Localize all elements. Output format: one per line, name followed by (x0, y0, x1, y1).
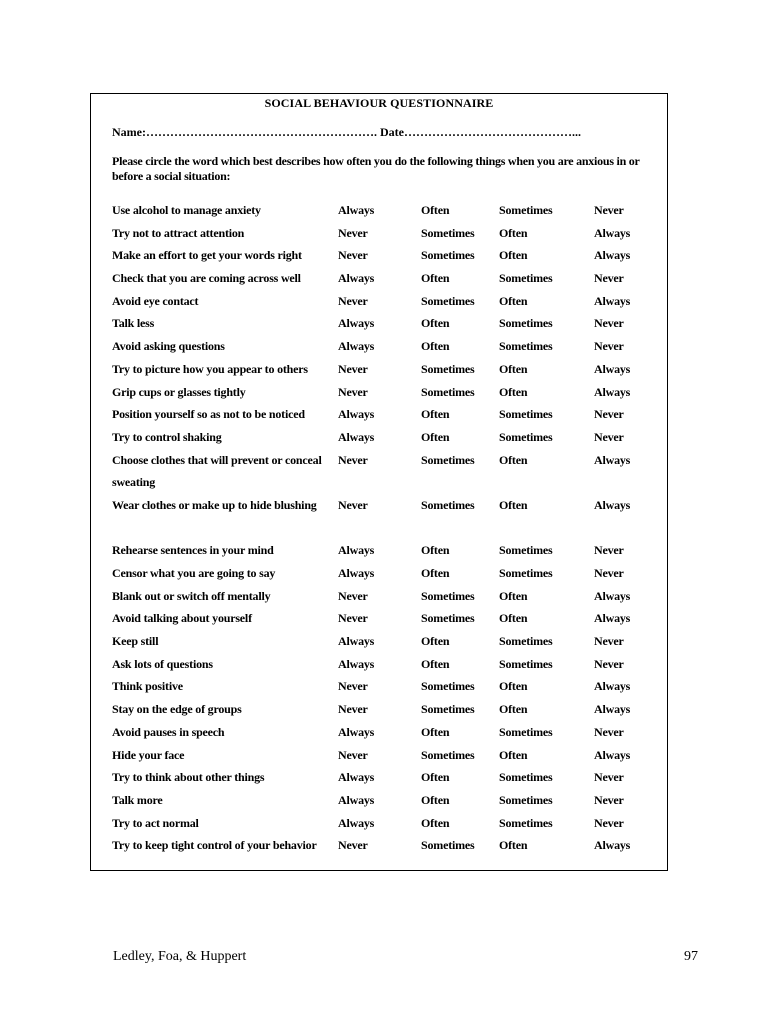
answer-option[interactable]: Often (499, 679, 528, 694)
answer-option[interactable]: Often (499, 452, 528, 467)
question-row (91, 789, 669, 812)
answer-option[interactable]: Often (421, 407, 450, 422)
answer-option[interactable]: Never (338, 384, 368, 399)
answer-option[interactable]: Never (338, 293, 368, 308)
answer-option[interactable]: Never (594, 543, 624, 558)
answer-option[interactable]: Often (421, 271, 450, 286)
answer-option[interactable]: Often (421, 724, 450, 739)
answer-option[interactable]: Always (338, 792, 375, 807)
questionnaire-box (90, 93, 668, 871)
answer-option[interactable]: Sometimes (421, 293, 475, 308)
question-row (91, 630, 669, 653)
question-row (91, 834, 669, 879)
answer-option[interactable]: Sometimes (499, 429, 553, 444)
answer-option[interactable]: Always (594, 452, 631, 467)
answer-option[interactable]: Always (594, 838, 631, 853)
answer-option[interactable]: Never (594, 634, 624, 649)
question-row (91, 335, 669, 358)
answer-option[interactable]: Sometimes (421, 679, 475, 694)
answer-option[interactable]: Often (499, 838, 528, 853)
answer-option[interactable]: Sometimes (499, 316, 553, 331)
footer-authors: Ledley, Foa, & Huppert (113, 949, 247, 964)
answer-option[interactable]: Sometimes (421, 588, 475, 603)
question-text: Talk more (112, 792, 163, 807)
question-row (91, 199, 669, 222)
answer-option[interactable]: Sometimes (421, 747, 475, 762)
answer-option[interactable]: Never (338, 225, 368, 240)
answer-option[interactable]: Always (338, 566, 375, 581)
answer-option[interactable]: Never (338, 497, 368, 512)
answer-option[interactable]: Always (594, 702, 631, 717)
answer-option[interactable]: Always (338, 429, 375, 444)
question-row (91, 222, 669, 245)
question-row (91, 403, 669, 426)
question-text: Ask lots of questions (112, 656, 213, 671)
answer-option[interactable]: Often (499, 361, 528, 376)
answer-option[interactable]: Often (421, 566, 450, 581)
question-row (91, 290, 669, 313)
question-text: Avoid talking about yourself (112, 611, 252, 626)
answer-option[interactable]: Never (594, 339, 624, 354)
question-text: Censor what you are going to say (112, 566, 276, 581)
answer-option[interactable]: Always (594, 588, 631, 603)
question-row (91, 698, 669, 721)
answer-option[interactable]: Sometimes (499, 566, 553, 581)
instructions-text: Please circle the word which best describes how often you do the following things when you are anxious in or before a social situation: (112, 154, 640, 183)
question-row (91, 766, 669, 789)
answer-option[interactable]: Never (338, 747, 368, 762)
question-text: Avoid eye contact (112, 293, 199, 308)
answer-option[interactable]: Often (421, 815, 450, 830)
answer-option[interactable]: Sometimes (499, 203, 553, 217)
answer-option[interactable]: Always (594, 293, 631, 308)
answer-option[interactable]: Often (499, 384, 528, 399)
answer-option[interactable]: Sometimes (499, 792, 553, 807)
question-text: Try to act normal (112, 815, 199, 830)
question-text: Use alcohol to manage anxiety (112, 203, 261, 217)
answer-option[interactable]: Often (421, 429, 450, 444)
answer-option[interactable]: Never (594, 316, 624, 331)
answer-option[interactable]: Often (421, 770, 450, 785)
question-text: Try not to attract attention (112, 225, 245, 240)
answer-option[interactable]: Always (594, 747, 631, 762)
question-text: Stay on the edge of groups (112, 702, 242, 717)
answer-option[interactable]: Often (499, 611, 528, 626)
answer-option[interactable]: Sometimes (421, 497, 475, 512)
answer-option[interactable]: Always (594, 497, 631, 512)
page-number: 97 (684, 949, 698, 964)
answer-option[interactable]: Always (594, 384, 631, 399)
answer-option[interactable]: Never (338, 838, 368, 853)
answer-option[interactable]: Sometimes (499, 407, 553, 422)
answer-option[interactable]: Never (594, 656, 624, 671)
question-text: Choose clothes that will prevent or conceal sweating (112, 452, 322, 490)
answer-option[interactable]: Often (421, 339, 450, 354)
question-row (91, 539, 669, 562)
question-text: Try to keep tight control of your behavior (112, 838, 317, 853)
answer-option[interactable]: Often (499, 225, 528, 240)
answer-option[interactable]: Sometimes (421, 452, 475, 467)
answer-option[interactable]: Sometimes (421, 611, 475, 626)
question-text: Hide your face (112, 747, 185, 762)
question-text: Make an effort to get your words right (112, 248, 302, 263)
answer-option[interactable]: Always (338, 634, 375, 649)
question-row (91, 607, 669, 630)
answer-option[interactable]: Sometimes (421, 361, 475, 376)
question-row (91, 244, 669, 267)
answer-option[interactable]: Always (338, 271, 375, 286)
answer-option[interactable]: Sometimes (499, 543, 553, 558)
question-row (91, 312, 669, 335)
questionnaire-title: SOCIAL BEHAVIOUR QUESTIONNAIRE (264, 96, 494, 110)
answer-option[interactable]: Sometimes (499, 271, 553, 286)
answer-option[interactable]: Always (338, 724, 375, 739)
question-row (91, 562, 669, 585)
question-text: Grip cups or glasses tightly (112, 384, 246, 399)
answer-option[interactable]: Always (338, 770, 375, 785)
answer-option[interactable]: Never (594, 792, 624, 807)
answer-option[interactable]: Often (499, 248, 528, 263)
answer-option[interactable]: Always (338, 543, 375, 558)
question-text: Try to picture how you appear to others (112, 361, 308, 376)
answer-option[interactable]: Never (594, 815, 624, 830)
answer-option[interactable]: Often (499, 702, 528, 717)
question-text: Try to think about other things (112, 770, 265, 785)
answer-option[interactable]: Often (421, 656, 450, 671)
question-row (91, 449, 669, 494)
question-row (91, 653, 669, 676)
answer-option[interactable]: Always (338, 656, 375, 671)
answer-option[interactable]: Always (338, 203, 375, 217)
question-row (91, 267, 669, 290)
answer-option[interactable]: Often (421, 316, 450, 331)
answer-option[interactable]: Always (594, 248, 631, 263)
question-text: Position yourself so as not to be noticed (112, 407, 305, 422)
question-row (91, 812, 669, 835)
answer-option[interactable]: Never (338, 452, 368, 467)
answer-option[interactable]: Sometimes (421, 248, 475, 263)
answer-option[interactable]: Often (499, 497, 528, 512)
answer-option[interactable]: Sometimes (421, 384, 475, 399)
question-row (91, 358, 669, 381)
answer-option[interactable]: Never (594, 271, 624, 286)
question-text: Avoid pauses in speech (112, 724, 225, 739)
answer-option[interactable]: Always (338, 815, 375, 830)
question-text: Talk less (112, 316, 155, 331)
answer-option[interactable]: Never (338, 679, 368, 694)
answer-option[interactable]: Never (338, 248, 368, 263)
question-row (91, 585, 669, 608)
answer-option[interactable]: Often (421, 203, 450, 217)
answer-option[interactable]: Always (594, 679, 631, 694)
answer-option[interactable]: Sometimes (499, 770, 553, 785)
question-row (91, 494, 669, 539)
answer-option[interactable]: Always (594, 225, 631, 240)
question-row (91, 381, 669, 404)
question-text: Wear clothes or make up to hide blushing (112, 497, 317, 512)
question-text: Think positive (112, 679, 183, 694)
answer-option[interactable]: Always (338, 316, 375, 331)
question-text: Rehearse sentences in your mind (112, 543, 274, 558)
answer-option[interactable]: Never (338, 611, 368, 626)
answer-option[interactable]: Never (338, 702, 368, 717)
question-text: Check that you are coming across well (112, 271, 301, 286)
answer-option[interactable]: Never (594, 566, 624, 581)
answer-option[interactable]: Often (499, 293, 528, 308)
answer-option[interactable]: Always (594, 361, 631, 376)
question-row (91, 744, 669, 767)
answer-option[interactable]: Sometimes (499, 634, 553, 649)
answer-option[interactable]: Often (499, 747, 528, 762)
answer-option[interactable]: Sometimes (499, 724, 553, 739)
answer-option[interactable]: Sometimes (499, 815, 553, 830)
answer-option[interactable]: Often (421, 634, 450, 649)
answer-option[interactable]: Never (338, 361, 368, 376)
question-text: Avoid asking questions (112, 339, 225, 354)
question-list (91, 199, 669, 880)
answer-option[interactable]: Always (594, 611, 631, 626)
question-text: Try to control shaking (112, 429, 222, 444)
name-date-line: Name:…………………………………………………. Date……………………………………... (112, 125, 581, 139)
answer-option[interactable]: Sometimes (499, 656, 553, 671)
answer-option[interactable]: Often (421, 543, 450, 558)
question-text: Keep still (112, 634, 159, 649)
answer-option[interactable]: Never (594, 770, 624, 785)
answer-option[interactable]: Sometimes (421, 702, 475, 717)
answer-option[interactable]: Never (594, 724, 624, 739)
answer-option[interactable]: Sometimes (499, 339, 553, 354)
answer-option[interactable]: Often (499, 588, 528, 603)
question-text: Blank out or switch off mentally (112, 588, 271, 603)
answer-option[interactable]: Always (338, 339, 375, 354)
question-row (91, 721, 669, 744)
answer-option[interactable]: Never (338, 588, 368, 603)
answer-option[interactable]: Often (421, 792, 450, 807)
question-row (91, 426, 669, 449)
answer-option[interactable]: Always (338, 407, 375, 422)
answer-option[interactable]: Sometimes (421, 225, 475, 240)
answer-option[interactable]: Never (594, 407, 624, 422)
answer-option[interactable]: Sometimes (421, 838, 475, 853)
question-row (91, 675, 669, 698)
answer-option[interactable]: Never (594, 203, 624, 217)
answer-option[interactable]: Never (594, 429, 624, 444)
